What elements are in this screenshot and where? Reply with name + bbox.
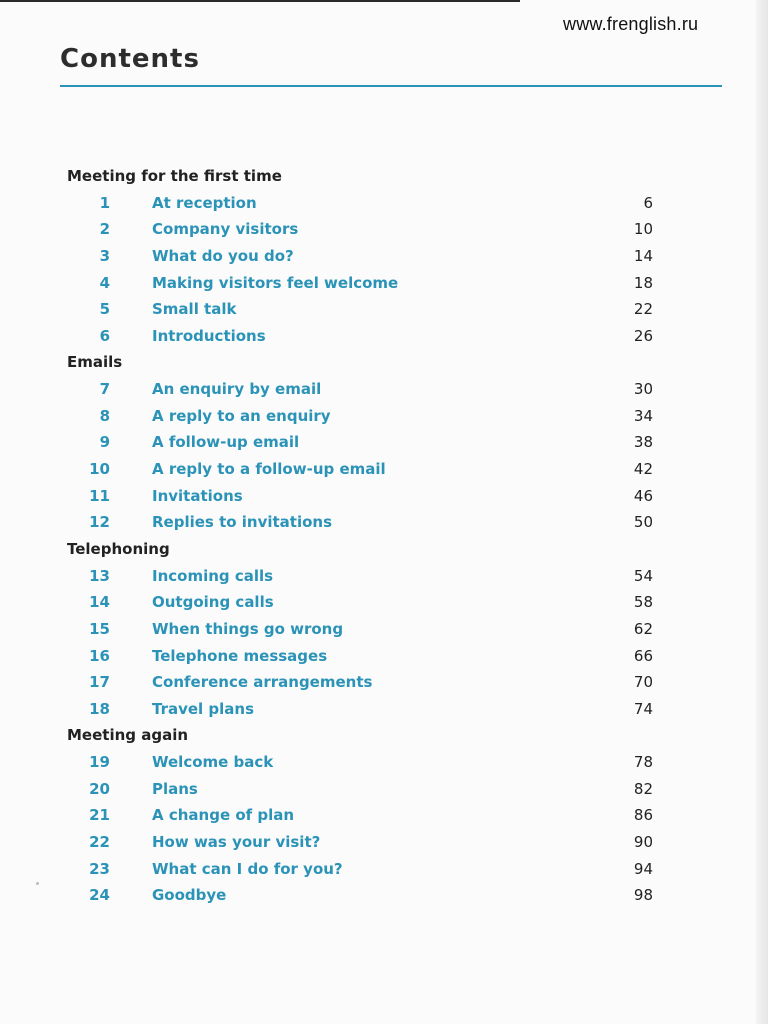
unit-title: At reception: [152, 193, 257, 212]
toc-entry[interactable]: [67, 456, 667, 483]
unit-number: 1: [99, 193, 110, 212]
toc-entry[interactable]: [67, 563, 667, 590]
unit-page-number: 14: [633, 246, 653, 265]
unit-title: Introductions: [152, 326, 266, 345]
unit-page-number: 78: [633, 753, 653, 772]
unit-number: 14: [89, 593, 110, 612]
unit-title: How was your visit?: [152, 833, 321, 852]
unit-title: A reply to a follow-up email: [152, 460, 386, 479]
unit-title: What do you do?: [152, 246, 294, 265]
toc-entry[interactable]: [67, 882, 667, 909]
unit-title: A follow-up email: [152, 433, 300, 452]
unit-page-number: 10: [633, 220, 653, 239]
unit-page-number: 74: [633, 699, 653, 718]
unit-title: When things go wrong: [152, 619, 344, 638]
unit-number: 17: [89, 673, 110, 692]
unit-title: Plans: [152, 779, 198, 798]
unit-number: 9: [99, 433, 110, 452]
unit-page-number: 30: [633, 380, 653, 399]
unit-title: Invitations: [152, 486, 243, 505]
unit-page-number: 34: [633, 406, 653, 425]
unit-number: 8: [99, 406, 110, 425]
unit-title: Incoming calls: [152, 566, 274, 585]
toc-entry[interactable]: [67, 376, 667, 403]
unit-title: Welcome back: [152, 753, 274, 772]
section-heading: Telephoning: [67, 539, 170, 558]
toc-entry[interactable]: [67, 696, 667, 723]
unit-title: What can I do for you?: [152, 859, 343, 878]
unit-number: 12: [89, 513, 110, 532]
page-top-edge: [0, 0, 520, 2]
unit-title: Conference arrangements: [152, 673, 373, 692]
unit-page-number: 18: [633, 273, 653, 292]
section-heading: Emails: [67, 353, 123, 372]
section-heading: Meeting again: [67, 726, 189, 745]
unit-page-number: 86: [633, 806, 653, 825]
toc-entry[interactable]: [67, 483, 667, 510]
unit-number: 19: [89, 753, 110, 772]
toc-entry[interactable]: [67, 403, 667, 430]
unit-title: An enquiry by email: [152, 380, 322, 399]
unit-page-number: 66: [633, 646, 653, 665]
unit-title: A reply to an enquiry: [152, 406, 331, 425]
unit-page-number: 46: [633, 486, 653, 505]
scan-speck: [36, 882, 39, 885]
unit-page-number: 26: [633, 326, 653, 345]
toc-entry[interactable]: [67, 643, 667, 670]
unit-number: 13: [89, 566, 110, 585]
toc-entry[interactable]: [67, 243, 667, 270]
unit-title: Telephone messages: [152, 646, 328, 665]
unit-title: Company visitors: [152, 220, 299, 239]
unit-page-number: 70: [633, 673, 653, 692]
unit-title: A change of plan: [152, 806, 295, 825]
unit-number: 18: [89, 699, 110, 718]
unit-page-number: 42: [633, 460, 653, 479]
toc-entry[interactable]: [67, 616, 667, 643]
unit-number: 6: [99, 326, 110, 345]
toc-entry[interactable]: [67, 323, 667, 350]
toc-entry[interactable]: [67, 776, 667, 803]
toc-entry[interactable]: [67, 429, 667, 456]
unit-page-number: 98: [633, 886, 653, 905]
section-heading: Meeting for the first time: [67, 167, 282, 185]
unit-number: 21: [89, 806, 110, 825]
toc-entry[interactable]: [67, 190, 667, 217]
unit-page-number: 22: [633, 300, 653, 319]
unit-page-number: 62: [633, 619, 653, 638]
unit-page-number: 90: [633, 833, 653, 852]
unit-page-number: 54: [633, 566, 653, 585]
unit-title: Making visitors feel welcome: [152, 273, 399, 292]
toc-entry[interactable]: [67, 856, 667, 883]
unit-number: 22: [89, 833, 110, 852]
unit-number: 24: [89, 886, 110, 905]
unit-page-number: 38: [633, 433, 653, 452]
toc-entry[interactable]: [67, 802, 667, 829]
unit-title: Small talk: [152, 300, 237, 319]
toc-entry[interactable]: [67, 216, 667, 243]
unit-number: 7: [99, 380, 110, 399]
watermark-url: www.frenglish.ru: [563, 14, 699, 34]
unit-page-number: 94: [633, 859, 653, 878]
page-right-edge: [756, 0, 768, 1024]
table-of-contents: [67, 163, 667, 909]
toc-entry[interactable]: [67, 589, 667, 616]
unit-number: 5: [99, 300, 110, 319]
unit-page-number: 6: [643, 193, 653, 212]
unit-page-number: 50: [633, 513, 653, 532]
unit-page-number: 82: [633, 779, 653, 798]
unit-number: 23: [89, 859, 110, 878]
toc-entry[interactable]: [67, 509, 667, 536]
unit-title: Replies to invitations: [152, 513, 333, 532]
unit-number: 20: [89, 779, 110, 798]
unit-number: 16: [89, 646, 110, 665]
toc-entry[interactable]: [67, 270, 667, 297]
unit-title: Goodbye: [152, 886, 227, 905]
unit-number: 11: [89, 486, 110, 505]
unit-page-number: 58: [633, 593, 653, 612]
unit-number: 4: [99, 273, 110, 292]
page-title: Contents: [60, 44, 200, 74]
toc-entry[interactable]: [67, 669, 667, 696]
unit-number: 3: [99, 246, 110, 265]
toc-entry[interactable]: [67, 829, 667, 856]
unit-title: Travel plans: [152, 699, 255, 718]
unit-title: Outgoing calls: [152, 593, 274, 612]
unit-number: 10: [89, 460, 110, 479]
unit-number: 15: [89, 619, 110, 638]
toc-entry[interactable]: [67, 749, 667, 776]
title-underline: [60, 85, 722, 87]
unit-number: 2: [99, 220, 110, 239]
toc-entry[interactable]: [67, 296, 667, 323]
